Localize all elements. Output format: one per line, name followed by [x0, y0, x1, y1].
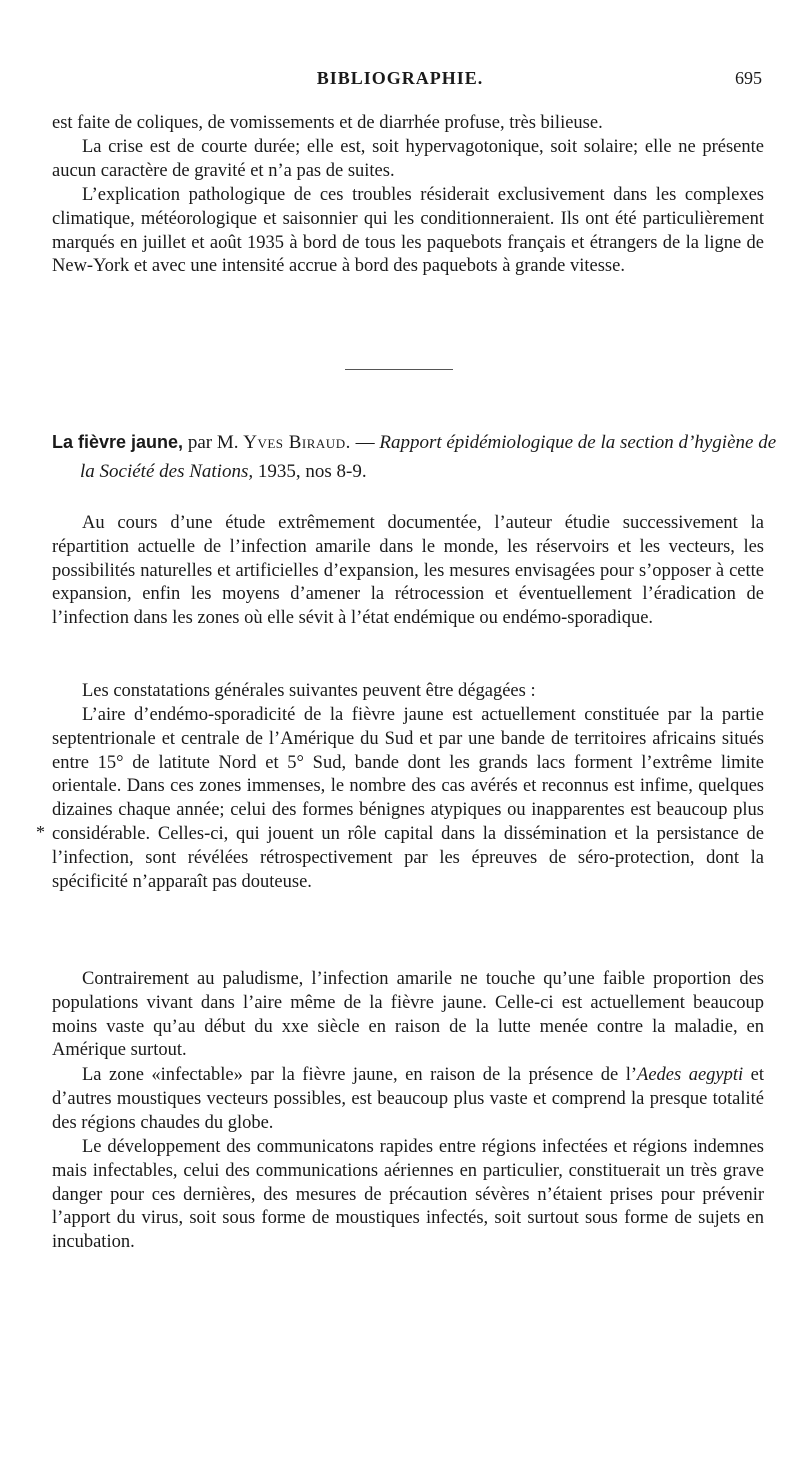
entry-dash: — [355, 432, 375, 453]
entry-by: par M. [187, 432, 239, 453]
running-head [0, 68, 800, 92]
entry-title: La fièvre jaune, [52, 432, 184, 452]
intro-paragraph-3: L’explication pathologique de ces troubles résiderait exclusivement dans les complexes climatique, météorologique et saisonnier qui les conditionneraient. Ils ont été particulièrement marqués en juillet et août 1935 à bord de tous les paquebots français et étrangers de la ligne de New-York et avec une intensité accrue à bord des paquebots à grande vitesse. [52, 185, 764, 277]
bibliography-entry-header [52, 428, 792, 486]
body-paragraph-1: Au cours d’une étude extrêmement documentée, l’auteur étudie successivement la répartition actuelle de l’infection amarile dans le monde, les réservoirs et les vecteurs, les possibilités naturelles et artificielles d’expansion, les mesures envisagées pour s’opposer à cette expansion, enfin les moyens d’amener la rétrocession et éventuellement l’éradication de l’infection dans les zones où elle sévit à l’état endémique ou endémo-sporadique. [52, 513, 764, 629]
body-paragraph-2: Les constatations générales suivantes peuvent être dégagées : [82, 681, 536, 701]
infectable-paragraph [52, 1064, 764, 1135]
entry-source: Rapport épidémiologique de la section d’hygiène de la Société des Nations, [80, 432, 777, 482]
section-divider [345, 369, 453, 370]
intro-paragraph-2: La crise est de courte durée; elle est, soit hypervagotonique, soit solaire; elle ne présente aucun caractère de gravité et n’a pas de suites. [52, 137, 764, 181]
running-title: BIBLIOGRAPHIE. [316, 68, 484, 88]
margin-mark: * [36, 822, 45, 842]
infectable-text-end: et d’autres moustiques vecteurs possibles, est beaucoup plus vaste et comprend la presque totalité des régions chaudes du globe. [52, 1065, 765, 1133]
intro-paragraph-1: est faite de coliques, de vomissements et de diarrhée profuse, très bilieuse. [52, 113, 603, 133]
infectable-text-start: La zone «infectable» par la fièvre jaune, en raison de la présence de l’ [82, 1065, 638, 1085]
page-number: 695 [735, 68, 762, 88]
final-paragraph: Le développement des communicatons rapides entre régions infectées et régions indemnes mais infectables, celui des communications aériennes en particulier, constituerait un très grave danger pour ces dernières, des mesures de précaution sévères n’étaient prises pour prévenir l’apport du virus, soit sous forme de moustiques infectés, soit surtout sous forme de sujets en incubation. [52, 1137, 764, 1253]
species-name: Aedes aegypti [637, 1065, 744, 1085]
entry-details: 1935, nos 8-9. [257, 461, 367, 482]
entry-author: Yves Biraud. [243, 432, 351, 453]
body-paragraph-3: L’aire d’endémo-sporadicité de la fièvre jaune est actuellement constituée par la partie septentrionale et centrale de l’Amérique du Sud et par une bande de territoires africains situés entre 15° de latitute Nord et 5° Sud, bande dont les grands lacs forment l’extrême limite orientale. Dans ces zones immenses, le nombre des cas avérés et reconnus est infime, quelques dizaines chaque année; celui des formes bénignes atypiques ou inapparentes est beaucoup plus considérable. Celles-ci, qui jouent un rôle capital dans la dissémination et la persistance de l’infection, sont révélées rétrospectivement par les épreuves de séro-protection, dont la spécificité n’apparaît pas douteuse. [52, 705, 764, 892]
body-paragraph-4: Contrairement au paludisme, l’infection amarile ne touche qu’une faible proportion des populations vivant dans l’aire même de la fièvre jaune. Celle-ci est actuellement beaucoup moins vaste qu’au début du xxe siècle en raison de la lutte menée contre la maladie, en Amérique surtout. [52, 969, 764, 1061]
